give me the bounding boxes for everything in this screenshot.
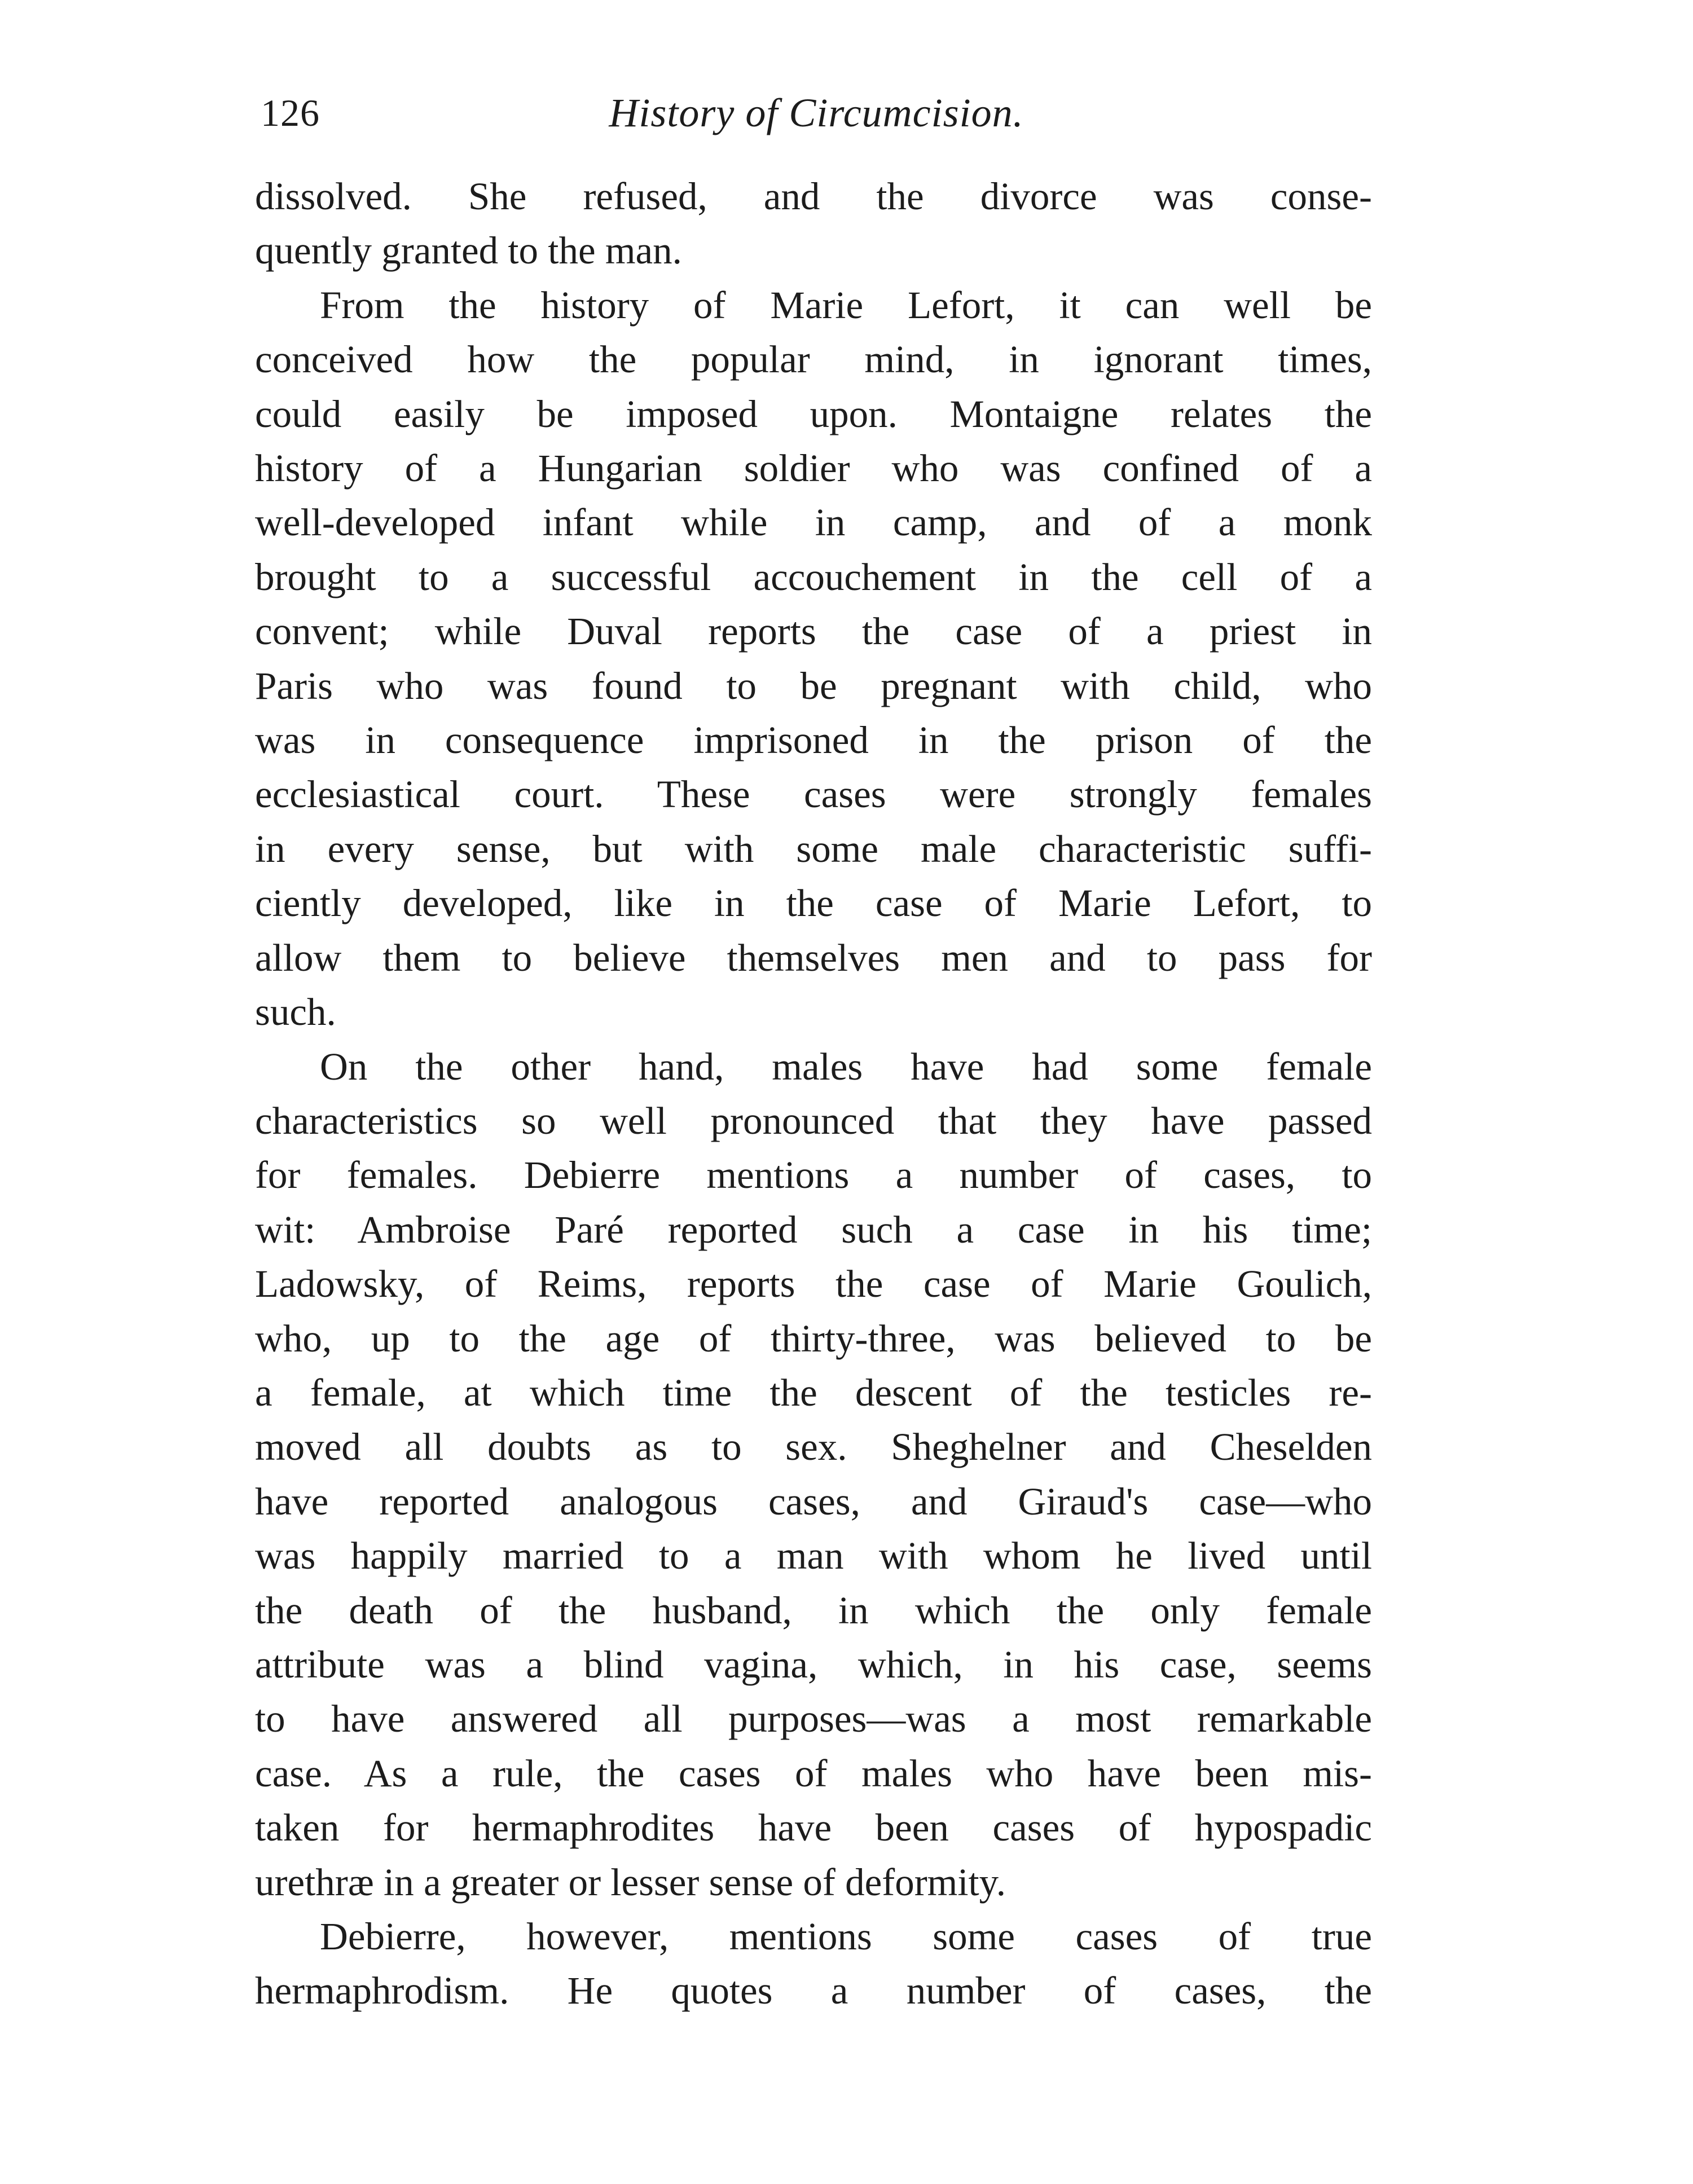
text-line: dissolved. She refused, and the divorce was conse- <box>255 175 1372 218</box>
text-line: well-developed infant while in camp, and of a monk <box>255 501 1372 544</box>
paragraph-2 <box>255 278 1372 1040</box>
text-line: Paris who was found to be pregnant with child, who <box>255 664 1372 707</box>
text-line: who, up to the age of thirty-three, was believed to be <box>255 1316 1372 1360</box>
body-text <box>255 169 1372 2018</box>
paragraph-4 <box>255 1909 1372 2018</box>
page-number: 126 <box>261 91 320 134</box>
running-head <box>261 85 1372 141</box>
text-line: was happily married to a man with whom he lived until <box>255 1534 1372 1578</box>
text-line: attribute was a blind vagina, which, in his case, seems <box>255 1643 1372 1686</box>
text-line: characteristics so well pronounced that they have passed <box>255 1099 1372 1142</box>
text-line: in every sense, but with some male characteristic suffi- <box>255 827 1372 870</box>
text-line: such. <box>255 990 336 1034</box>
text-line: have reported analogous cases, and Giraud's case—who <box>255 1480 1372 1523</box>
text-line: On the other hand, males have had some female <box>320 1045 1372 1088</box>
text-line: case. As a rule, the cases of males who have been mis- <box>255 1751 1372 1795</box>
text-line: convent; while Duval reports the case of a priest in <box>255 610 1372 653</box>
text-line: wit: Ambroise Paré reported such a case in his time; <box>255 1208 1372 1251</box>
text-line: the death of the husband, in which the only female <box>255 1588 1372 1632</box>
text-line: From the history of Marie Lefort, it can well be <box>320 283 1372 327</box>
paragraph-3 <box>255 1040 1372 1910</box>
paragraph-1 <box>255 169 1372 278</box>
text-line: could easily be imposed upon. Montaigne relates the <box>255 392 1372 435</box>
text-line: hermaphrodism. He quotes a number of cases, the <box>255 1969 1372 2013</box>
text-line: conceived how the popular mind, in ignorant times, <box>255 338 1372 381</box>
text-line: brought to a successful accouchement in the cell of a <box>255 555 1372 598</box>
text-line: urethræ in a greater or lesser sense of deformity. <box>255 1860 1006 1904</box>
text-line: ciently developed, like in the case of Marie Lefort, to <box>255 882 1372 925</box>
text-line: Debierre, however, mentions some cases of true <box>320 1915 1372 1958</box>
text-line: allow them to believe themselves men and to pass for <box>255 936 1372 979</box>
text-line: ecclesiastical court. These cases were strongly females <box>255 773 1372 816</box>
text-line: quently granted to the man. <box>255 229 682 272</box>
text-line: taken for hermaphrodites have been cases of hypospadic <box>255 1806 1372 1850</box>
text-line: was in consequence imprisoned in the prison of the <box>255 719 1372 762</box>
running-title: History of Circumcision. <box>609 90 1024 135</box>
text-line: a female, at which time the descent of the testicles re- <box>255 1371 1372 1414</box>
text-line: to have answered all purposes—was a most remarkable <box>255 1697 1372 1741</box>
text-line: history of a Hungarian soldier who was confined of a <box>255 447 1372 490</box>
text-line: Ladowsky, of Reims, reports the case of Marie Goulich, <box>255 1262 1372 1306</box>
text-line: for females. Debierre mentions a number of cases, to <box>255 1153 1372 1197</box>
text-line: moved all doubts as to sex. Sheghelner and Cheselden <box>255 1425 1372 1469</box>
